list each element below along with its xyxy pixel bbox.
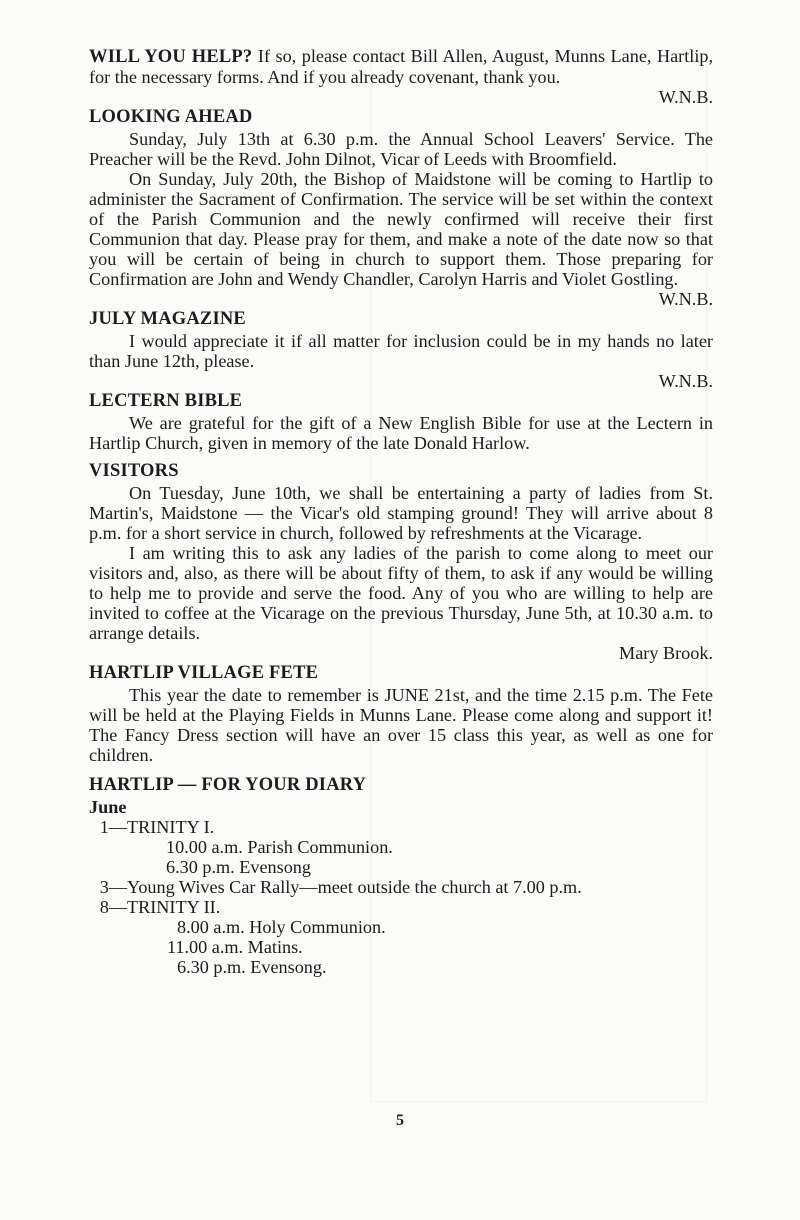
diary-title: TRINITY I. (127, 817, 215, 837)
heading-visitors: VISITORS (89, 461, 179, 481)
section-diary (89, 775, 713, 977)
heading-looking-ahead: LOOKING AHEAD (89, 107, 253, 127)
signature-wnb-2: W.N.B. (658, 289, 713, 309)
diary-service: 6.30 p.m. Evensong (166, 857, 311, 877)
looking-ahead-paragraph-1: Sunday, July 13th at 6.30 p.m. the Annual School Leavers' Service. The Preacher will be the Revd. John Dilnot, Vicar of Leeds with Broomfield. (89, 129, 713, 169)
signature-mary-brook: Mary Brook. (619, 643, 713, 663)
will-you-help-text: If so, please contact Bill Allen, August, Munns Lane, Hartlip, for the necessary forms. And if you already covenant, thank you. (89, 46, 714, 87)
section-july-magazine (89, 309, 713, 391)
diary-day: 3— (99, 877, 127, 897)
visitors-paragraph-1: On Tuesday, June 10th, we shall be entertaining a party of ladies from St. Martin's, Maidstone — the Vicar's old stamping ground! They will arrive about 8 p.m. for a short service in church, followed by refreshments at the Vicarage. (89, 483, 713, 543)
diary-day: 8— (99, 897, 127, 917)
heading-village-fete: HARTLIP VILLAGE FETE (89, 663, 319, 683)
lectern-bible-paragraph: We are grateful for the gift of a New English Bible for use at the Lectern in Hartlip Church, given in memory of the late Donald Harlow. (89, 413, 713, 453)
diary-service: 8.00 a.m. Holy Communion. (177, 917, 386, 937)
diary-entry (89, 877, 713, 897)
heading-lectern-bible: LECTERN BIBLE (89, 391, 243, 411)
magazine-page (89, 46, 713, 977)
visitors-paragraph-2: I am writing this to ask any ladies of the parish to come along to meet our visitors and, also, as there will be about fifty of them, to ask if any would be willing to help me to provide and serve the food. Any of you who are willing to help are invited to coffee at the Vicarage on the previous Thursday, June 5th, at 10.30 a.m. to arrange details. (89, 543, 713, 643)
diary-service: 6.30 p.m. Evensong. (177, 957, 327, 977)
diary-entry (89, 897, 713, 917)
heading-will-you-help: WILL YOU HELP? (89, 47, 253, 67)
signature-wnb-3: W.N.B. (658, 371, 713, 391)
section-visitors (89, 461, 713, 663)
page-number: 5 (396, 1112, 404, 1129)
diary-day: 1— (99, 817, 127, 837)
july-magazine-paragraph: I would appreciate it if all matter for inclusion could be in my hands no later than June 12th, please. (89, 331, 713, 371)
section-looking-ahead (89, 107, 713, 309)
diary-title: Young Wives Car Rally—meet outside the church at 7.00 p.m. (127, 877, 582, 897)
section-lectern-bible (89, 391, 713, 453)
diary-title: TRINITY II. (127, 897, 221, 917)
looking-ahead-paragraph-2: On Sunday, July 20th, the Bishop of Maidstone will be coming to Hartlip to administer the Sacrament of Confirmation. The service will be set within the context of the Parish Communion and the newly confirmed will receive their first Communion that day. Please pray for them, and make a note of the date now so that you will be certain of being in church to support them. Those preparing for Confirmation are John and Wendy Chandler, Carolyn Harris and Violet Gostling. (89, 169, 713, 289)
section-will-you-help (89, 46, 713, 107)
heading-july-magazine: JULY MAGAZINE (89, 309, 246, 329)
heading-diary: HARTLIP — FOR YOUR DIARY (89, 775, 367, 795)
section-village-fete (89, 663, 713, 765)
diary-month: June (89, 797, 127, 817)
diary-service: 11.00 a.m. Matins. (167, 937, 303, 957)
diary-service: 10.00 a.m. Parish Communion. (166, 837, 393, 857)
village-fete-paragraph: This year the date to remember is JUNE 21st, and the time 2.15 p.m. The Fete will be held at the Playing Fields in Munns Lane. Please come along and support it! The Fancy Dress section will have an over 15 class this year, as well as one for children. (89, 685, 713, 765)
diary-entry (89, 817, 713, 837)
signature-wnb-1: W.N.B. (658, 87, 713, 107)
